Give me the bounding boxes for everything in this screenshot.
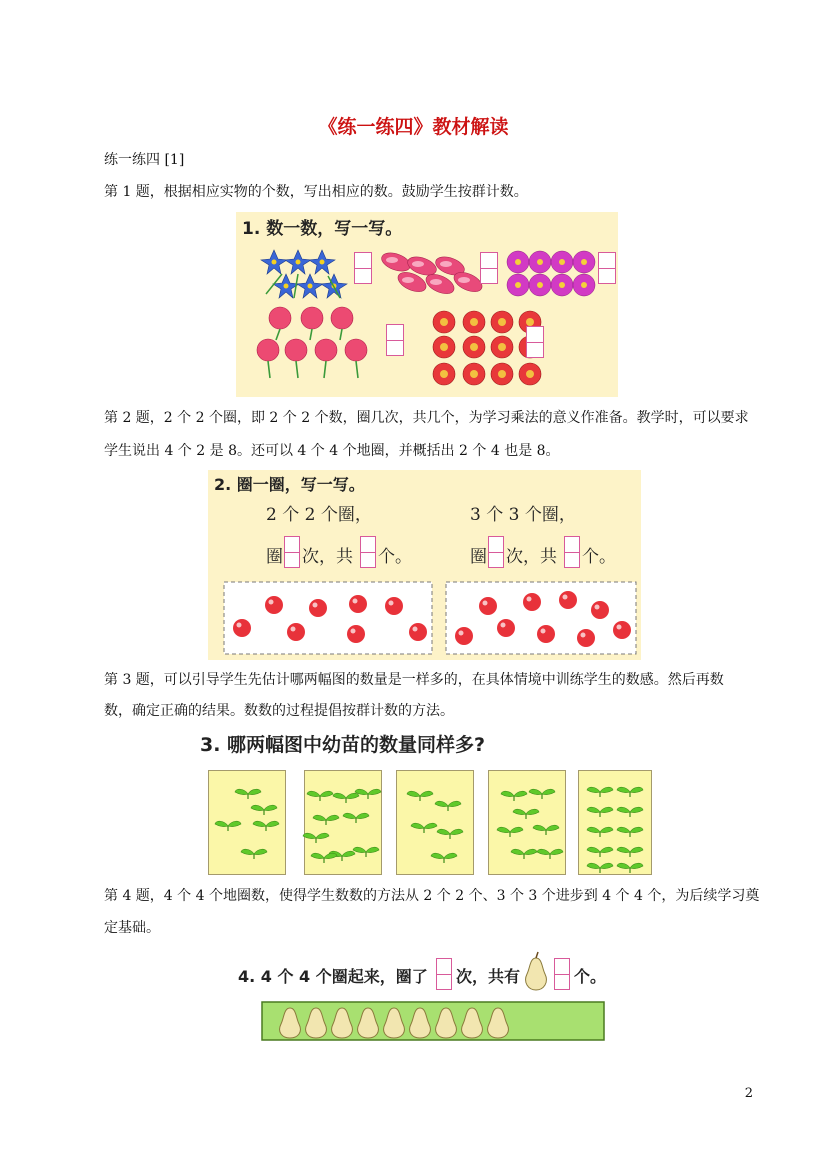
section-subheading: 练一练四 [1] [104, 152, 185, 168]
right-circle-word: 圈 [470, 547, 487, 567]
figure4-header-part2: 次，共有 [456, 967, 521, 986]
figure-sprout-comparison [200, 728, 660, 878]
right-tomato-area [446, 582, 636, 654]
sprouts-panel-3 [407, 791, 463, 863]
sprouts-panel-4 [497, 789, 563, 859]
figure4-header-part1: 4. 4 个 4 个圈起来，圈了 [238, 967, 428, 986]
blue-flower-group [261, 250, 347, 298]
answer-box[interactable] [598, 252, 616, 284]
sprouts-illustration [200, 728, 660, 878]
paragraph-q1: 第 1 题，根据相应实物的个数，写出相应的数。鼓励学生按群计数。 [104, 184, 528, 200]
sprouts-panel-5 [587, 787, 643, 873]
left-circle-word: 圈 [266, 547, 283, 567]
figure-count-and-write [236, 212, 618, 397]
pink-bud-group [379, 249, 485, 297]
answer-box[interactable] [386, 324, 404, 356]
paragraph-q2-line1: 第 2 题，2 个 2 个圈，即 2 个 2 个数，圈几次，共几个，为学习乘法的意义作准备。教学时，可以要求 [104, 410, 749, 426]
right-unit-word: 个。 [582, 547, 616, 567]
figure4-header-part3: 个。 [574, 967, 607, 986]
figure2-illustration [208, 470, 641, 660]
figure1-illustration [236, 212, 618, 397]
figure-pear-grouping [234, 950, 612, 1046]
figure1-header: 1. 数一数，写一写。 [242, 219, 403, 239]
pear-row [280, 1008, 509, 1038]
carnation-group [257, 307, 367, 378]
answer-box[interactable] [554, 958, 570, 990]
answer-box[interactable] [354, 252, 372, 284]
left-group-title: 2 个 2 个圈， [266, 505, 372, 525]
paragraph-q2-line2: 学生说出 4 个 2 是 8。还可以 4 个 4 个地圈，并概括出 2 个 4 也是 8。 [104, 443, 560, 459]
magenta-flower-group [507, 251, 595, 296]
left-unit-word: 个。 [378, 547, 412, 567]
figure3-header: 3. 哪两幅图中幼苗的数量同样多? [200, 734, 486, 756]
right-times-word: 次，共 [506, 547, 557, 567]
rose-group [433, 311, 541, 385]
left-tomato-area [224, 582, 432, 654]
answer-box[interactable] [526, 326, 544, 358]
page-title: 《练一练四》教材解读 [318, 116, 509, 138]
paragraph-q3-line1: 第 3 题，可以引导学生先估计哪两幅图的数量是一样多的，在具体情境中训练学生的数感。然后再数 [104, 672, 724, 688]
figure2-header: 2. 圈一圈，写一写。 [214, 475, 365, 494]
left-times-word: 次，共 [302, 547, 353, 567]
paragraph-q4-line1: 第 4 题，4 个 4 个地圈数，使得学生数数的方法从 2 个 2 个、3 个 3 个进步到 4 个 4 个，为后续学习奠 [104, 888, 760, 904]
sprouts-panel-1 [215, 789, 279, 859]
sprouts-panel-2 [303, 789, 381, 863]
paragraph-q3-line2: 数，确定正确的结果。数数的过程提倡按群计数的方法。 [104, 703, 454, 719]
paragraph-q4-line2: 定基础。 [104, 920, 160, 936]
figure-circle-and-write [208, 470, 641, 660]
page-number: 2 [744, 1086, 753, 1101]
pear-icon [526, 952, 547, 990]
right-group-title: 3 个 3 个圈， [470, 505, 576, 525]
answer-box[interactable] [480, 252, 498, 284]
